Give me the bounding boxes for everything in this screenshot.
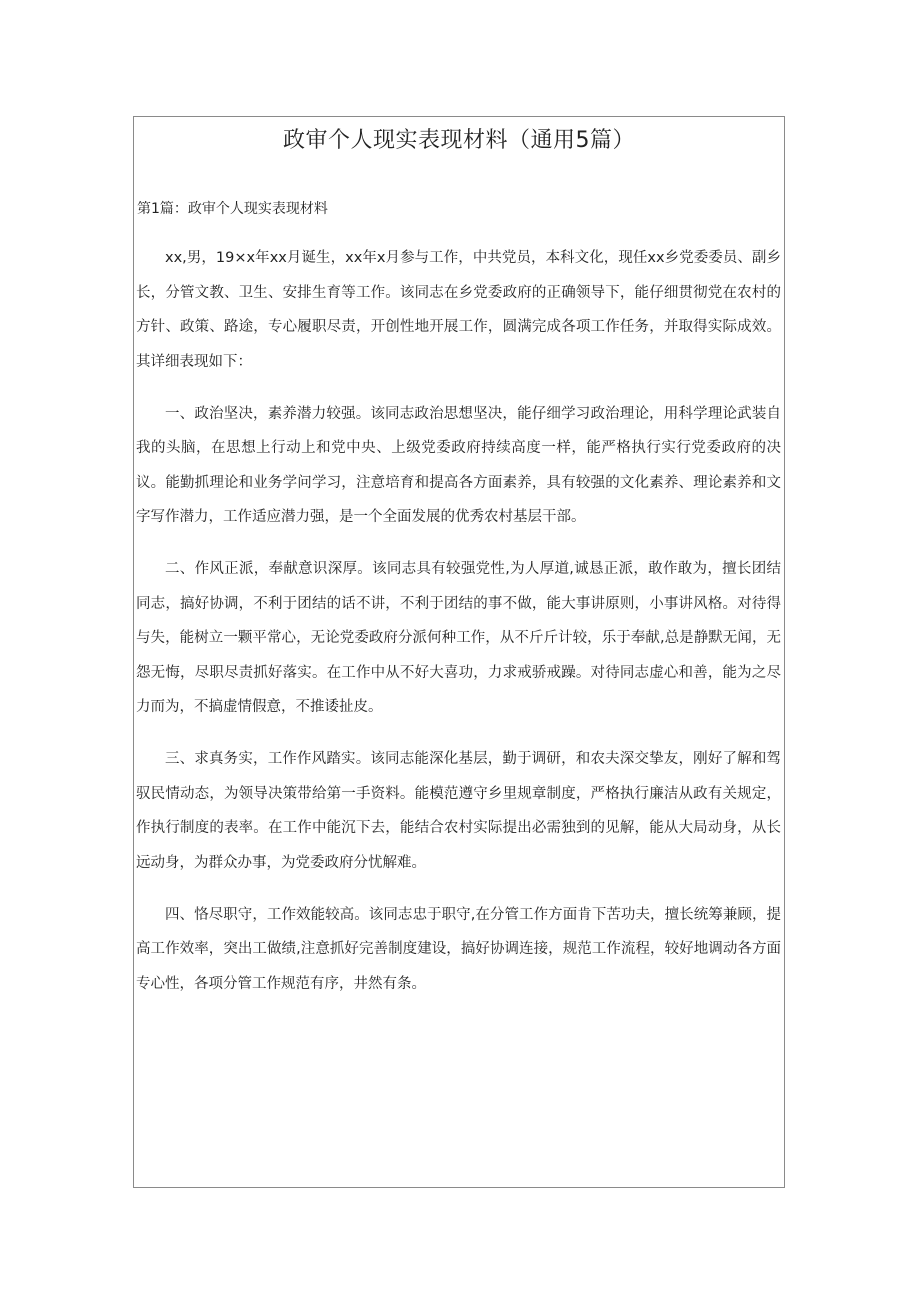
paragraph-diligence: 四、恪尽职守，工作效能较高。该同志忠于职守,在分管工作方面肯下苦功夫，擅长统筹兼顾，提高工作效率，突出工做绩,注意抓好完善制度建设，搞好协调连接，规范工作流程，较好地调动各方面专心性，各项分管工作规范有序，井然有条。 (136, 906, 781, 992)
paragraph-pragmatic: 三、求真务实，工作作风踏实。该同志能深化基层，勤于调研，和农夫深交挚友，刚好了解和驾驭民情动态，为领导决策带给第一手资料。能模范遵守乡里规章制度，严格执行廉洁从政有关规定，作执行制度的表率。在工作中能沉下去，能结合农村实际提出必需独到的见解，能从大局动身，从长远动身，为群众办事，为党委政府分忧解难。 (136, 751, 781, 871)
paragraph-intro: xx,男，19×x年xx月诞生，xx年x月参与工作，中共党员，本科文化，现任xx乡党委委员、副乡长，分管文教、卫生、安排生育等工作。该同志在乡党委政府的正确领导下，能仔细贯彻党在农村的方针、政策、路途，专心履职尽责，开创性地开展工作，圆满完成各项工作任务，并取得实际成效。其详细表现如下： (136, 250, 781, 370)
document-title: 政审个人现实表现材料（通用5篇） (283, 128, 635, 153)
document-body (136, 241, 781, 1019)
section-heading: 第1篇：政审个人现实表现材料 (137, 201, 328, 217)
document-page (133, 116, 785, 1188)
paragraph-work-style: 二、作风正派，奉献意识深厚。该同志具有较强党性,为人厚道,诚恳正派，敢作敢为，擅长团结同志，搞好协调，不利于团结的话不讲，不利于团结的事不做，能大事讲原则，小事讲风格。对待得与失，能树立一颗平常心，无论党委政府分派何种工作，从不斤斤计较，乐于奉献,总是静默无闻，无怨无悔，尽职尽责抓好落实。在工作中从不好大喜功，力求戒骄戒躁。对待同志虚心和善，能为之尽力而为，不搞虚情假意，不推诿扯皮。 (136, 561, 781, 715)
paragraph-political: 一、政治坚决，素养潜力较强。该同志政治思想坚决，能仔细学习政治理论，用科学理论武装自我的头脑，在思想上行动上和党中央、上级党委政府持续高度一样，能严格执行实行党委政府的决议。能勤抓理论和业务学问学习，注意培育和提高各方面素养，具有较强的文化素养、理论素养和文字写作潜力，工作适应潜力强，是一个全面发展的优秀农村基层干部。 (136, 405, 781, 525)
